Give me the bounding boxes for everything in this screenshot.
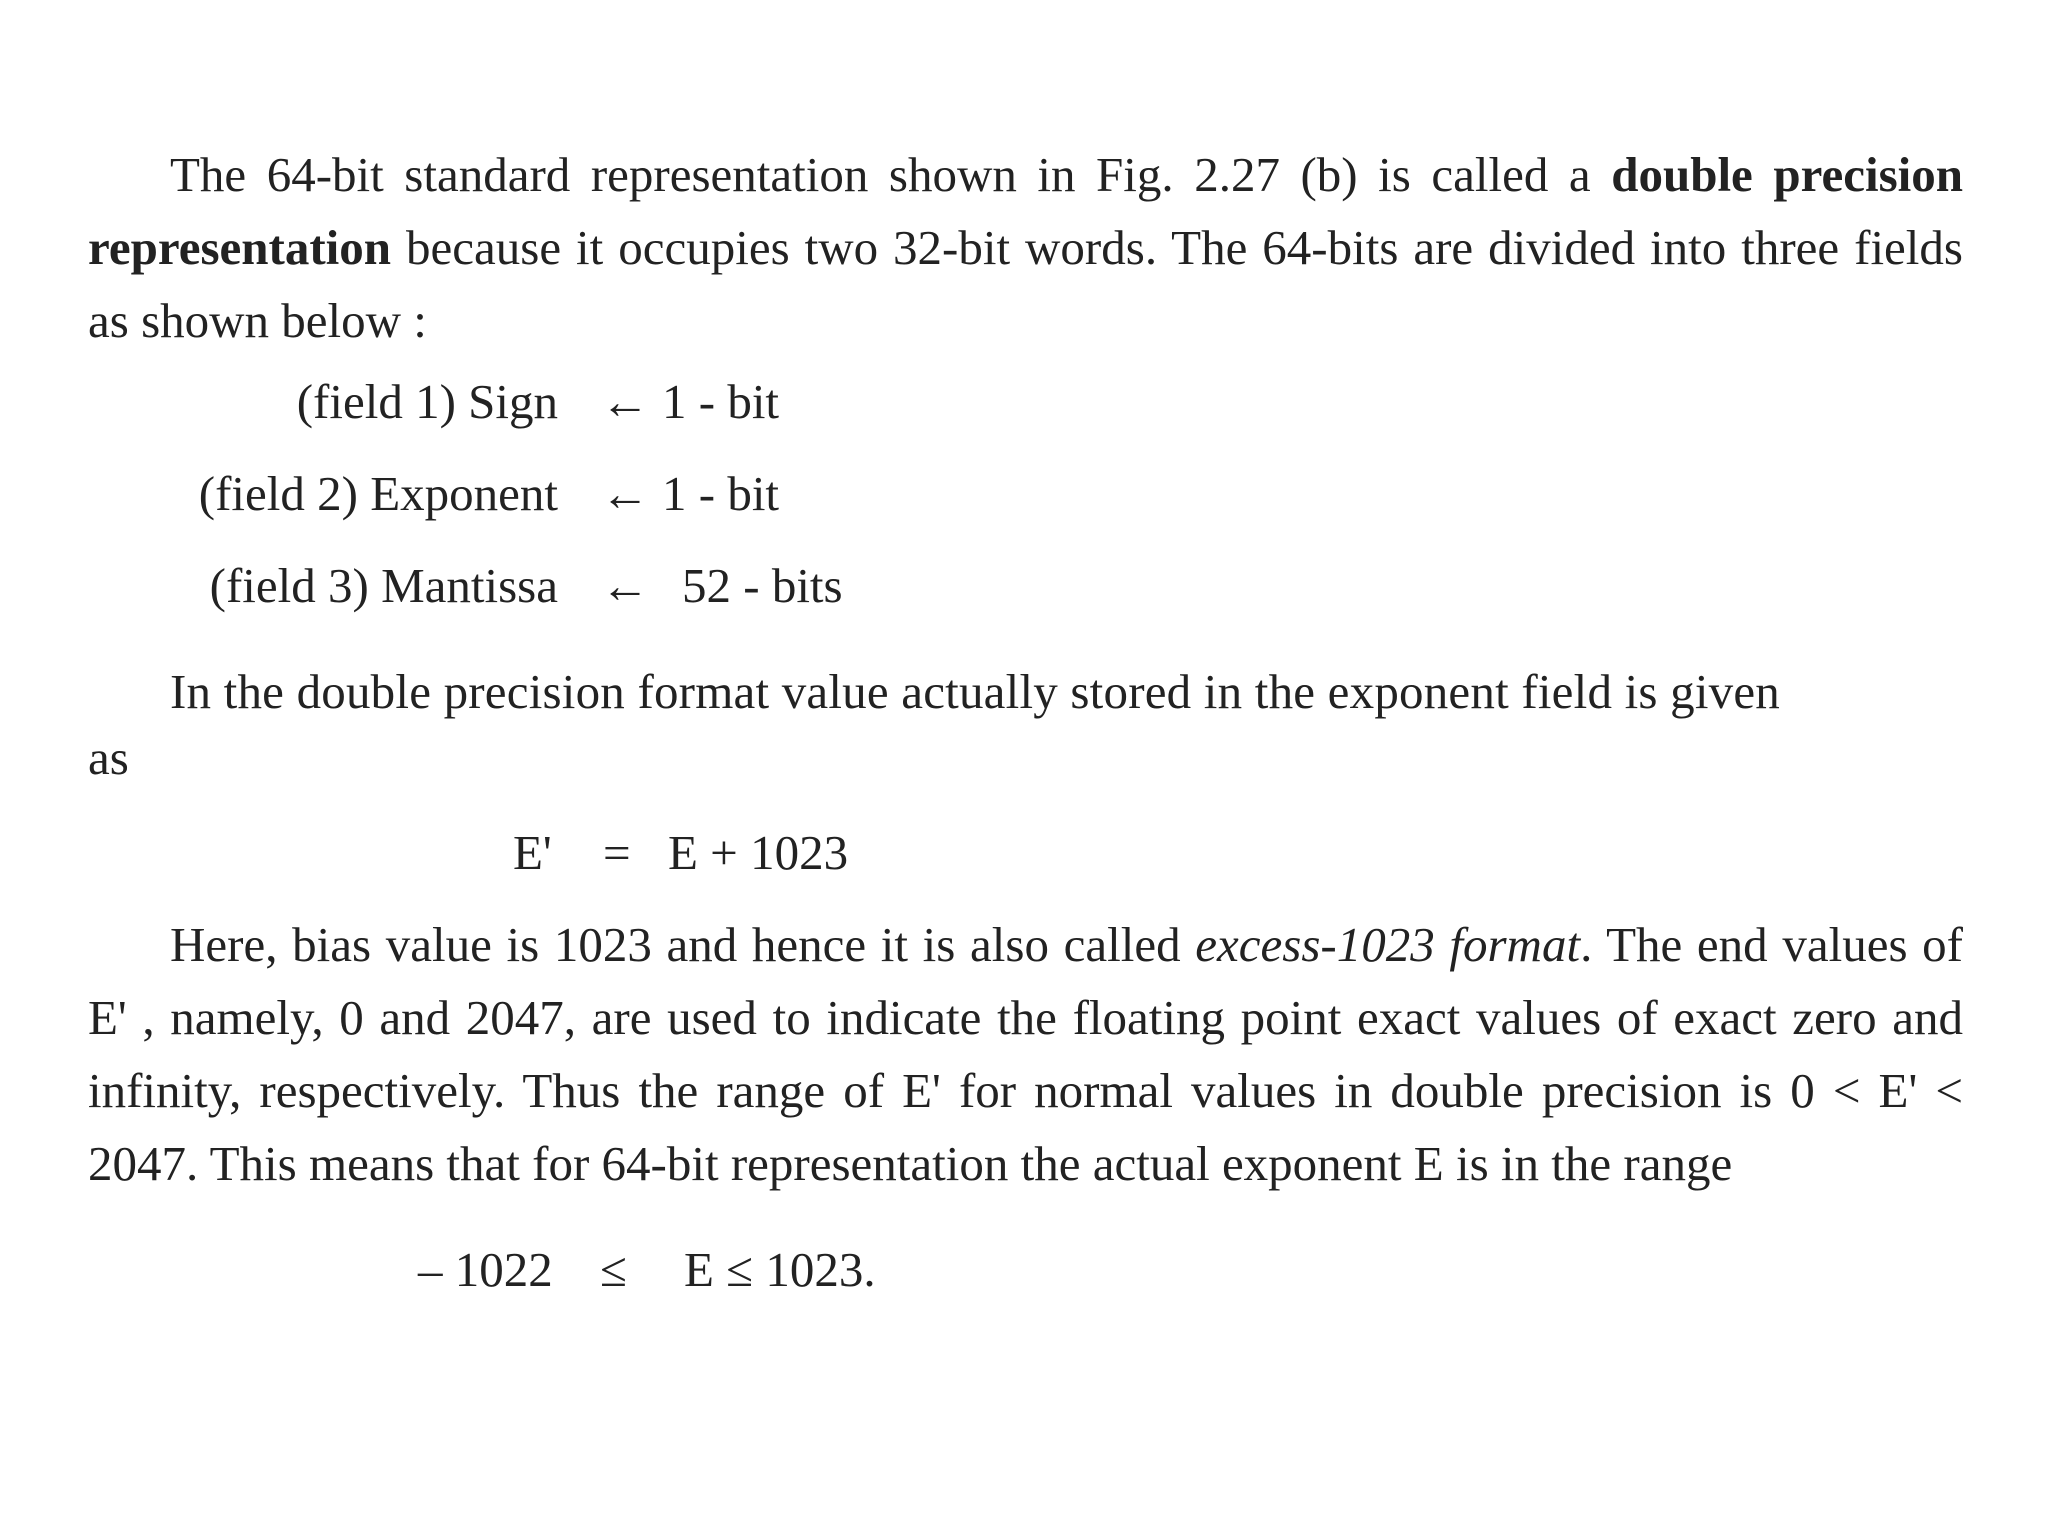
stored-paragraph-tail: as [88,730,129,785]
field-name: (field 2) Exponent [198,466,558,521]
left-arrow-icon: ← [600,466,650,521]
equation-lhs: E' [513,825,552,880]
field-size: 1 - bit [662,374,780,429]
field-name: (field 1) Sign [296,374,558,429]
range-le: ≤ [600,1242,627,1297]
intro-text-1: The 64-bit standard representation shown in Fig. 2.27 (b) is called a [170,147,1612,202]
bias-text-1: Here, bias value is 1023 and hence it is also called [170,917,1196,972]
range-high: E ≤ 1023. [684,1242,876,1297]
equation-rhs: E + 1023 [668,825,849,880]
field-size: 1 - bit [662,466,780,521]
left-arrow-icon: ← [600,374,650,429]
bias-paragraph [88,908,1963,1200]
left-arrow-icon: ← [600,558,650,613]
field-list [88,367,1963,647]
document-page [88,138,1963,1320]
bias-equation [88,798,1963,908]
intro-text-2: because it occupies two 32-bit words. The 64-bits are divided into three fields as shown below : [88,220,1963,348]
bias-italic-term: excess-1023 format [1195,917,1581,972]
range-low: – 1022 [418,1242,553,1297]
exponent-range [88,1220,1963,1320]
intro-bold-term: double precision representation [88,147,1964,275]
field-name: (field 3) Mantissa [209,558,558,613]
stored-paragraph: In the double precision format value actually stored in the exponent field is given [170,664,1780,719]
bias-text-2: . The end values of E' , namely, 0 and 2047, are used to indicate the floating point exact values of exact zero and infinity, respectively. Thus the range of E' for normal values in double precision is 0 < E' < 2047. This means that for 64-bit representation the actual exponent E is in the range [88,917,1963,1191]
intro-paragraph [88,138,1963,357]
field-size: 52 - bits [682,558,843,613]
equation-equals: = [603,825,631,880]
